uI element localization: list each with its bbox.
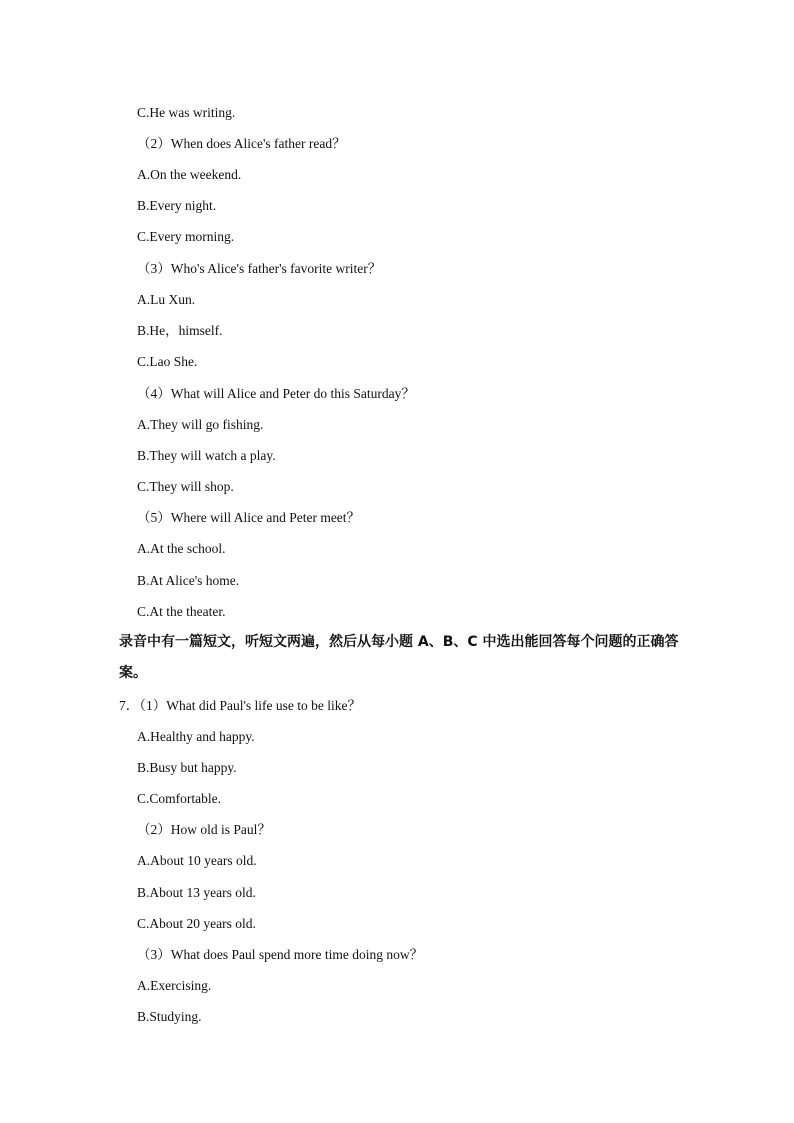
option-a: A.Exercising. [137,978,212,993]
option-b: B.They will watch a play. [137,448,276,463]
option-b: B.He，himself. [137,323,223,338]
question-7-2: （2）How old is Paul？ [137,822,271,837]
option-b: B.Busy but happy. [137,760,237,775]
option-a: A.About 10 years old. [137,853,257,868]
option-a: A.On the weekend. [137,167,242,182]
option-c: C.Lao She. [137,354,198,369]
option-a: A.At the school. [137,541,226,556]
option-b: B.At Alice's home. [137,573,240,588]
question-5: （5）Where will Alice and Peter meet？ [137,510,361,525]
option-b: B.Every night. [137,198,217,213]
option-a: A.Healthy and happy. [137,729,255,744]
option-b: B.Studying. [137,1009,202,1024]
question-2: （2）When does Alice's father read？ [137,136,346,151]
option-c: C.They will shop. [137,479,234,494]
option-c: C.At the theater. [137,604,226,619]
option-a: A.Lu Xun. [137,292,196,307]
section-instruction: 录音中有一篇短文，听短文两遍，然后从每小题 A、B、C 中选出能回答每个问题的正确答 [119,634,679,650]
question-4: （4）What will Alice and Peter do this Saturday？ [137,386,415,401]
option-c: C.He was writing. [137,105,236,120]
option-c: C.Comfortable. [137,791,221,806]
option-a: A.They will go fishing. [137,417,264,432]
option-c: C.About 20 years old. [137,916,256,931]
question-7-1: 7．（1）What did Paul's life use to be like？ [119,698,362,713]
question-3: （3）Who's Alice's father's favorite writer？ [137,261,382,276]
question-7-3: （3）What does Paul spend more time doing now？ [137,947,424,962]
option-b: B.About 13 years old. [137,885,256,900]
section-instruction-cont: 案。 [119,665,147,681]
option-c: C.Every morning. [137,229,235,244]
